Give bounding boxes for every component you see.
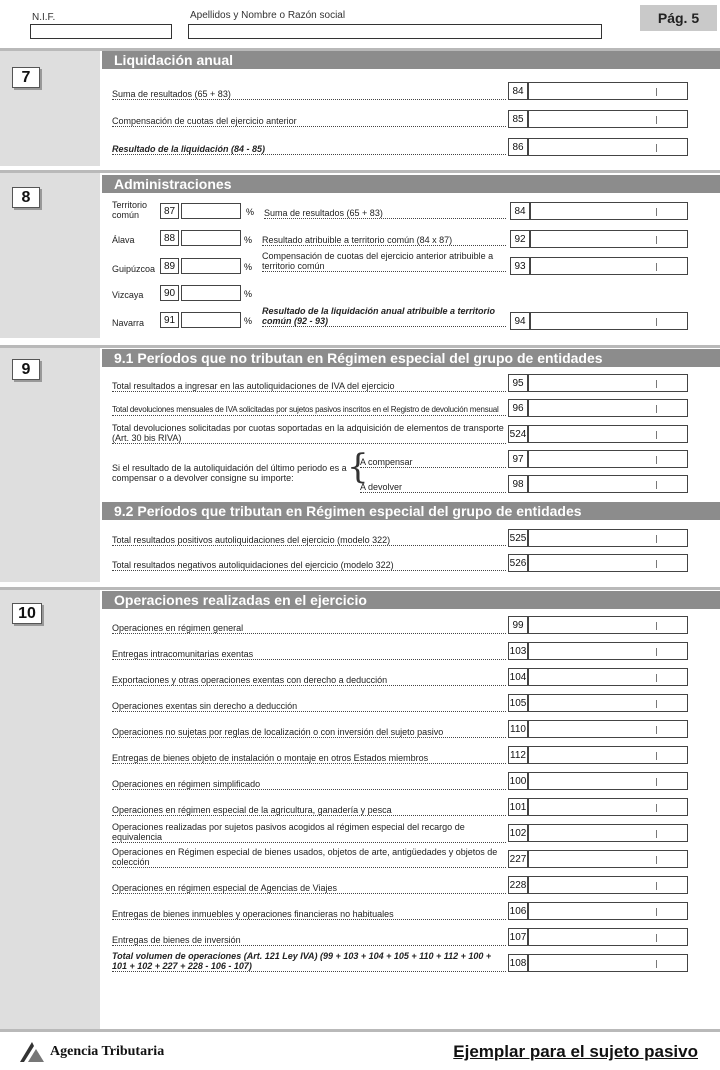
box-number: 525 [508,529,528,547]
row-label: Operaciones en régimen simplificado [112,779,506,790]
agency-logo-icon [18,1040,46,1064]
row-label: Suma de resultados (65 + 83) [112,89,506,100]
row-label: Suma de resultados (65 + 83) [264,208,506,219]
row-label: Total resultados a ingresar en las autoliquidaciones de IVA del ejercicio [112,381,506,392]
amount-field[interactable] [528,902,688,920]
territory-label: Vizcaya [112,290,144,300]
box-number: 110 [508,720,528,738]
amount-field[interactable] [528,772,688,790]
amount-field[interactable] [528,642,688,660]
row-label: Operaciones en Régimen especial de bienes usados, objetos de arte, antigüedades y objetos de colección [112,847,506,868]
box-number: 107 [508,928,528,946]
name-label: Apellidos y Nombre o Razón social [190,10,346,21]
box-number: 99 [508,616,528,634]
row-label: Total devoluciones solicitadas por cuotas soportadas en la adquisición de elementos de transporte (Art. 30 bis RIVA) [112,423,506,444]
percent-sign: % [244,289,253,299]
section-9 [0,348,720,582]
page-number: Pág. 5 [640,5,717,31]
amount-field[interactable] [528,824,688,842]
section-number: 7 [12,67,40,88]
row-label: Operaciones en régimen especial de la agricultura, ganadería y pesca [112,805,506,816]
amount-field[interactable] [528,928,688,946]
percent-sign: % [244,235,253,245]
box-number: 88 [160,230,179,246]
amount-field[interactable] [528,425,688,443]
section-number: 8 [12,187,40,208]
row-label: Operaciones en régimen especial de Agencias de Viajes [112,883,506,894]
amount-field[interactable] [530,202,688,220]
section-10 [0,590,720,1029]
percent-sign: % [244,316,253,326]
territory-label: Territorio común [112,200,148,220]
section-7 [0,51,720,166]
section-8 [0,173,720,338]
amount-field[interactable] [528,399,688,417]
agency-name: Agencia Tributaria [50,1044,165,1059]
nif-label: N.I.F. [32,12,56,23]
last-period-label: Si el resultado de la autoliquidación del último periodo es a compensar o a devolver consigne su importe: [112,463,347,483]
box-number: 105 [508,694,528,712]
amount-field[interactable] [528,82,688,100]
box-number: 103 [508,642,528,660]
row-label: Entregas de bienes objeto de instalación o montaje en otros Estados miembros [112,753,506,764]
territory-label: Álava [112,235,135,245]
row-label: Operaciones en régimen general [112,623,506,634]
name-field[interactable] [188,24,602,39]
amount-field[interactable] [528,450,688,468]
amount-field[interactable] [528,694,688,712]
section-number: 9 [12,359,40,380]
box-number: 228 [508,876,528,894]
section-header: 9.2 Períodos que tributan en Régimen especial del grupo de entidades [102,502,720,520]
amount-field[interactable] [530,312,688,330]
section-header: 9.1 Períodos que no tributan en Régimen especial del grupo de entidades [102,349,720,367]
box-number: 112 [508,746,528,764]
box-number: 96 [508,399,528,417]
row-label: Resultado atribuible a territorio común (84 x 87) [262,235,506,246]
row-label: Compensación de cuotas del ejercicio anterior [112,116,506,127]
amount-field[interactable] [528,475,688,493]
box-number: 100 [508,772,528,790]
row-label: A compensar [360,457,506,468]
box-number: 87 [160,203,179,219]
amount-field[interactable] [528,746,688,764]
amount-field[interactable] [528,554,688,572]
row-label: Entregas intracomunitarias exentas [112,649,506,660]
amount-field[interactable] [528,668,688,686]
nif-field[interactable] [30,24,172,39]
box-number: 227 [508,850,528,868]
percent-sign: % [246,207,255,217]
territory-label: Guipúzcoa [112,264,156,274]
amount-field[interactable] [530,230,688,248]
box-number: 101 [508,798,528,816]
row-label: Exportaciones y otras operaciones exentas con derecho a deducción [112,675,506,686]
box-number: 526 [508,554,528,572]
box-number: 102 [508,824,528,842]
copy-label: Ejemplar para el sujeto pasivo [453,1042,698,1061]
box-number: 95 [508,374,528,392]
box-number: 524 [508,425,528,443]
row-label: Operaciones exentas sin derecho a deducción [112,701,506,712]
percentage-field[interactable] [181,285,241,301]
brace: { [347,447,369,487]
amount-field[interactable] [528,138,688,156]
row-label: Entregas de bienes de inversión [112,935,506,946]
amount-field[interactable] [528,529,688,547]
amount-field[interactable] [528,374,688,392]
box-number: 85 [508,110,528,128]
box-number: 92 [510,230,530,248]
amount-field[interactable] [528,876,688,894]
section-header: Administraciones [102,175,720,193]
amount-field[interactable] [528,616,688,634]
amount-field[interactable] [528,798,688,816]
section-number: 10 [12,603,42,624]
box-number: 89 [160,258,179,274]
row-label: Operaciones no sujetas por reglas de localización o con inversión del sujeto pasivo [112,727,506,738]
territory-label: Navarra [112,318,145,328]
box-number: 84 [510,202,530,220]
row-label: Entregas de bienes inmuebles y operaciones financieras no habituales [112,909,506,920]
box-number: 84 [508,82,528,100]
amount-field[interactable] [528,720,688,738]
amount-field[interactable] [528,110,688,128]
row-label: Compensación de cuotas del ejercicio anterior atribuible a territorio común [262,251,506,272]
box-number: 86 [508,138,528,156]
row-label: Total volumen de operaciones (Art. 121 Ley IVA) (99 + 103 + 104 + 105 + 110 + 112 + 100 + 101 + 102 + 227 + 228 - 106 - 107) [112,951,506,972]
amount-field[interactable] [530,257,688,275]
box-number: 104 [508,668,528,686]
box-number: 108 [508,954,528,972]
box-number: 93 [510,257,530,275]
box-number: 94 [510,312,530,330]
agency-logo [18,1040,164,1064]
percentage-field[interactable] [181,203,241,219]
row-label: Resultado de la liquidación (84 - 85) [112,144,506,155]
percentage-field[interactable] [181,230,241,246]
amount-field[interactable] [528,954,688,972]
row-label: Total resultados positivos autoliquidaciones del ejercicio (modelo 322) [112,535,506,546]
section-header: Operaciones realizadas en el ejercicio [102,591,720,609]
box-number: 97 [508,450,528,468]
row-label: Operaciones realizadas por sujetos pasivos acogidos al régimen especial del recargo de equivalencia [112,822,506,843]
amount-field[interactable] [528,850,688,868]
section-header: Liquidación anual [102,51,720,69]
row-label: Resultado de la liquidación anual atribuible a territorio común (92 - 93) [262,306,506,327]
percentage-field[interactable] [181,312,241,328]
percent-sign: % [244,262,253,272]
percentage-field[interactable] [181,258,241,274]
box-number: 106 [508,902,528,920]
row-label: A devolver [360,482,506,493]
box-number: 98 [508,475,528,493]
box-number: 90 [160,285,179,301]
row-label: Total devoluciones mensuales de IVA solicitadas por sujetos pasivos inscritos en el Registro de devolución mensual [112,405,506,416]
row-label: Total resultados negativos autoliquidaciones del ejercicio (modelo 322) [112,560,506,571]
box-number: 91 [160,312,179,328]
